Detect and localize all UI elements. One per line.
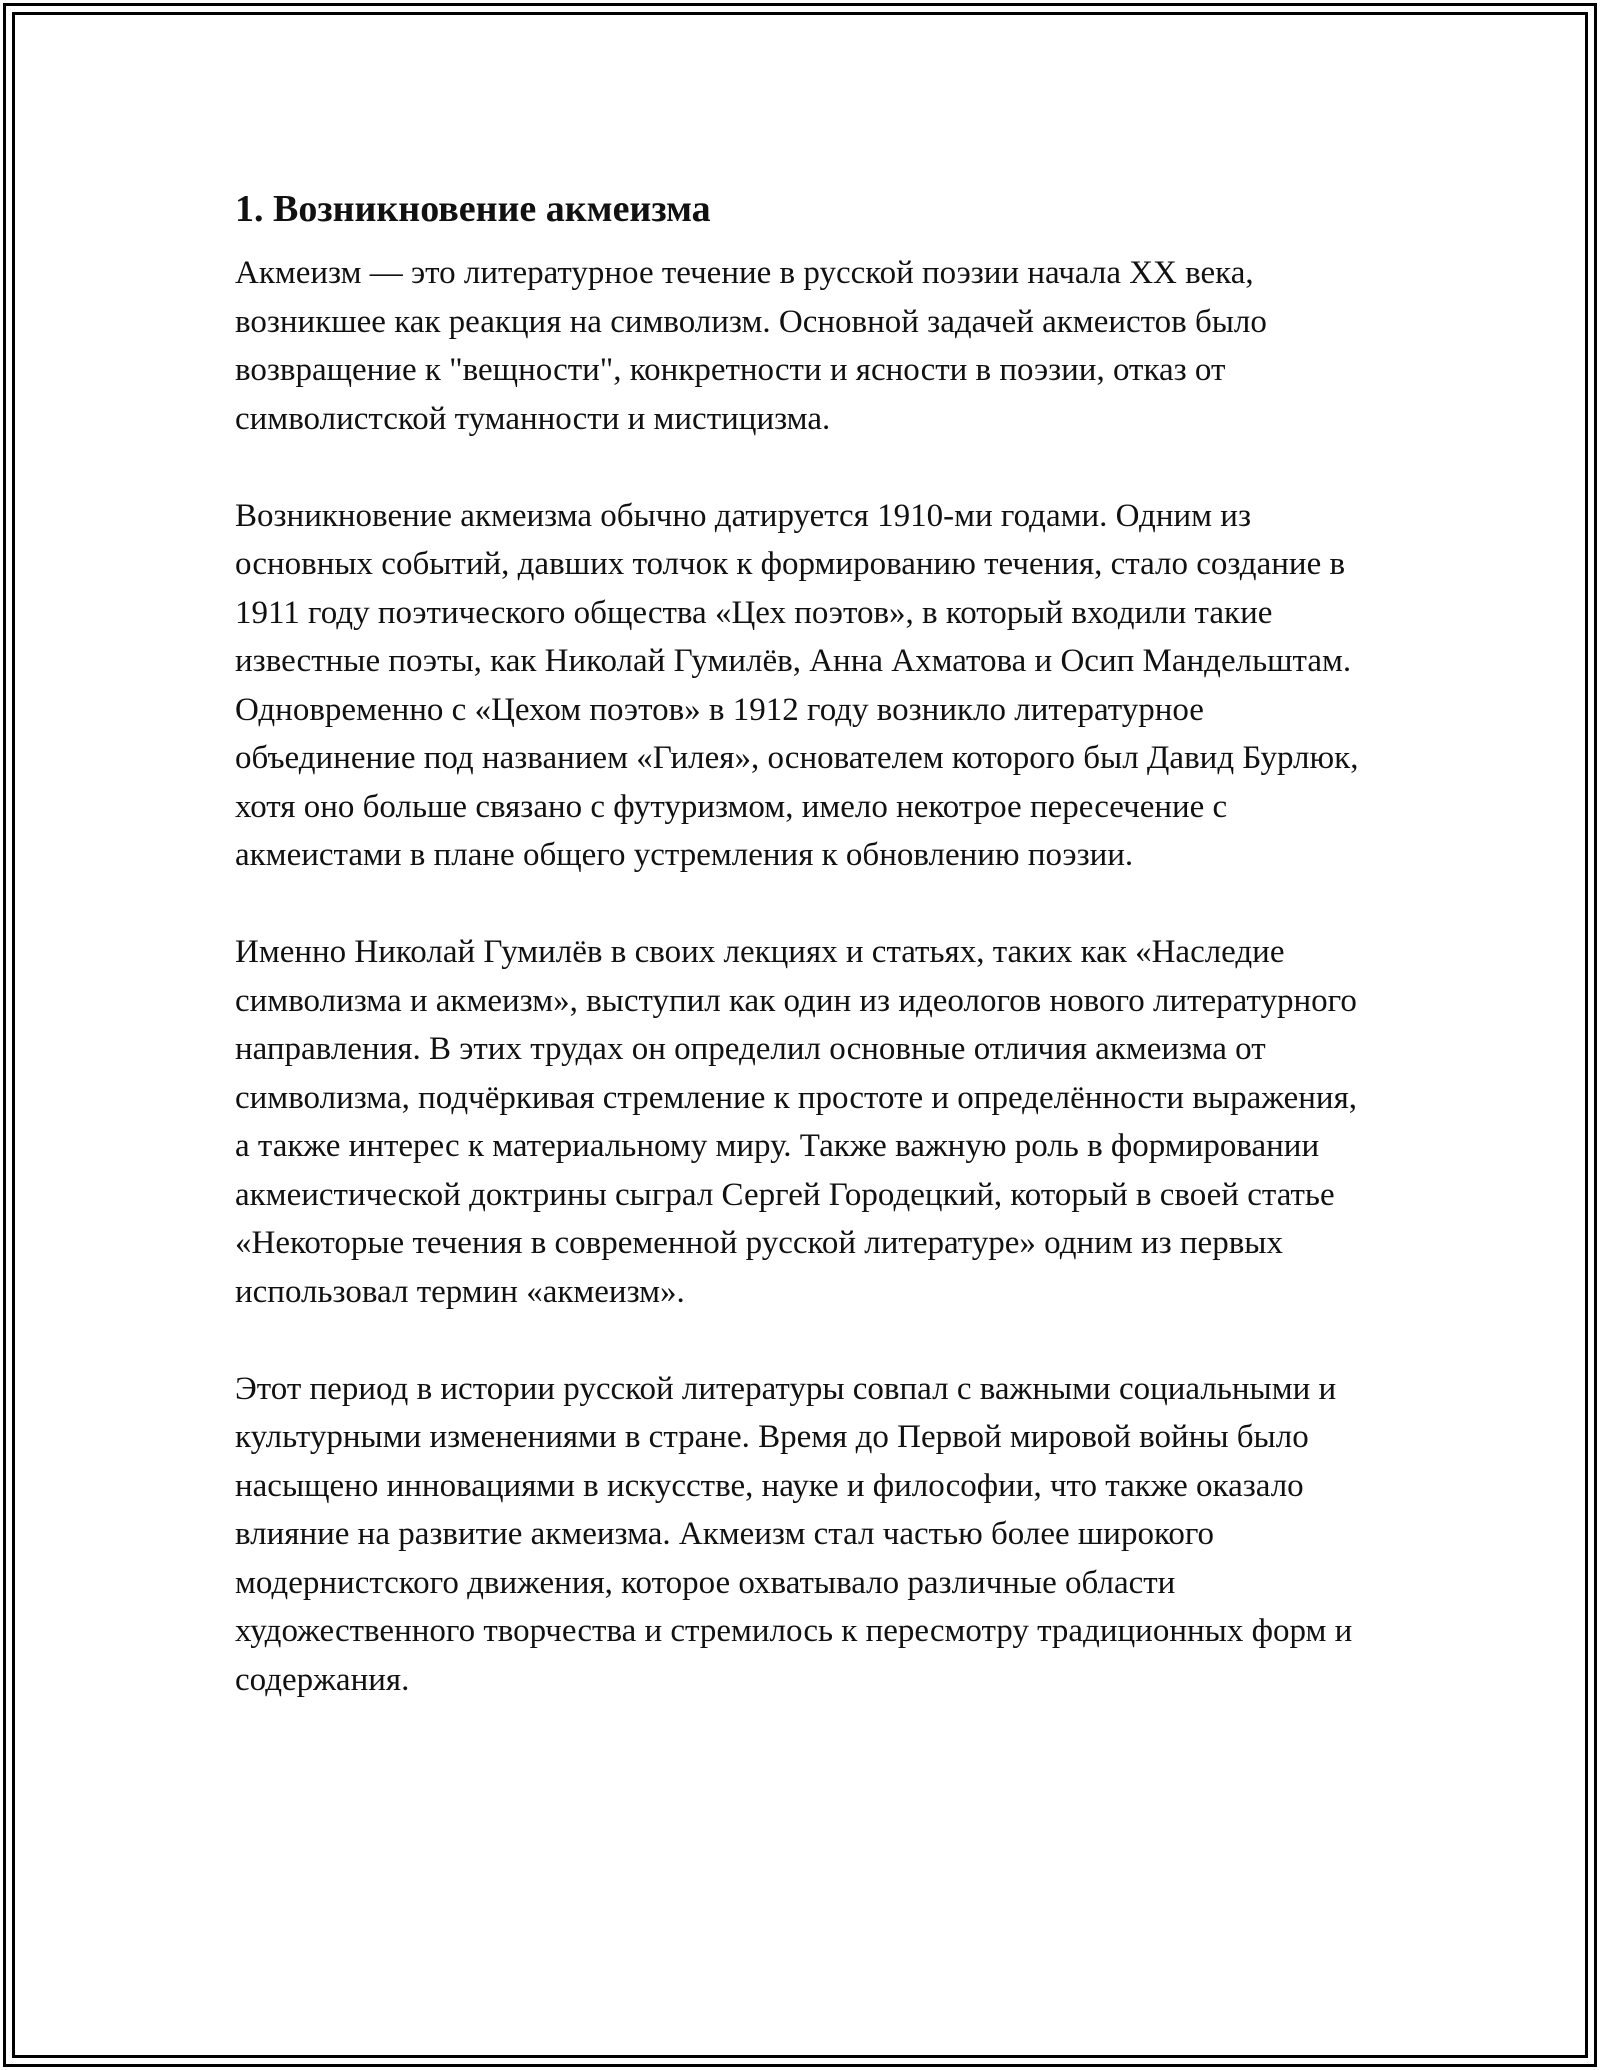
paragraph-definition: Акмеизм — это литературное течение в русской поэзии начала XX века, возникшее как реакция на символизм. Основной задачей акмеистов было возвращение к "вещности", конкретности и ясности в поэзии, отказ от символистской туманности и мистицизма. [235,255,1267,437]
paragraph-origins: Возникновение акмеизма обычно датируется 1910-ми годами. Одним из основных событий, давших толчок к формированию течения, стало создание в 1911 году поэтического общества «Цех поэтов», в который входили такие известные поэты, как Николай Гумилёв, Анна Ахматова и Осип Мандельштам. Одновременно с «Цехом поэтов» в 1912 году возникло литературное объединение под названием «Гилея», основателем которого был Давид Бурлюк, хотя оно больше связано с футуризмом, имело некотрое пересечение с акмеистами в плане общего устремления к обновлению поэзии. [235,497,1359,873]
paragraph-context: Этот период в истории русской литературы совпал с важными социальными и культурными изменениями в стране. Время до Первой мировой войны было насыщено инновациями в искусстве, науке и философии, что также оказало влияние на развитие акмеизма. Акмеизм стал частью более широкого модернистского движения, которое охватывало различные области художественного творчества и стремилось к пересмотру традиционных форм и содержания. [235,1370,1353,1698]
paragraph-gumilev: Именно Николай Гумилёв в своих лекциях и статьях, таких как «Наследие символизма и акмеизм», выступил как один из идеологов нового литературного направления. В этих трудах он определил основные отличия акмеизма от символизма, подчёркивая стремление к простоте и определённости выражения, а также интерес к материальному миру. Также важную роль в формировании акмеистической доктрины сыграл Сергей Городецкий, который в своей статье «Некоторые течения в современной русской литературе» одним из первых использовал термин «акмеизм». [235,934,1357,1310]
document-body [235,185,1370,1753]
section-heading: 1. Возникновение акмеизма [235,188,711,230]
